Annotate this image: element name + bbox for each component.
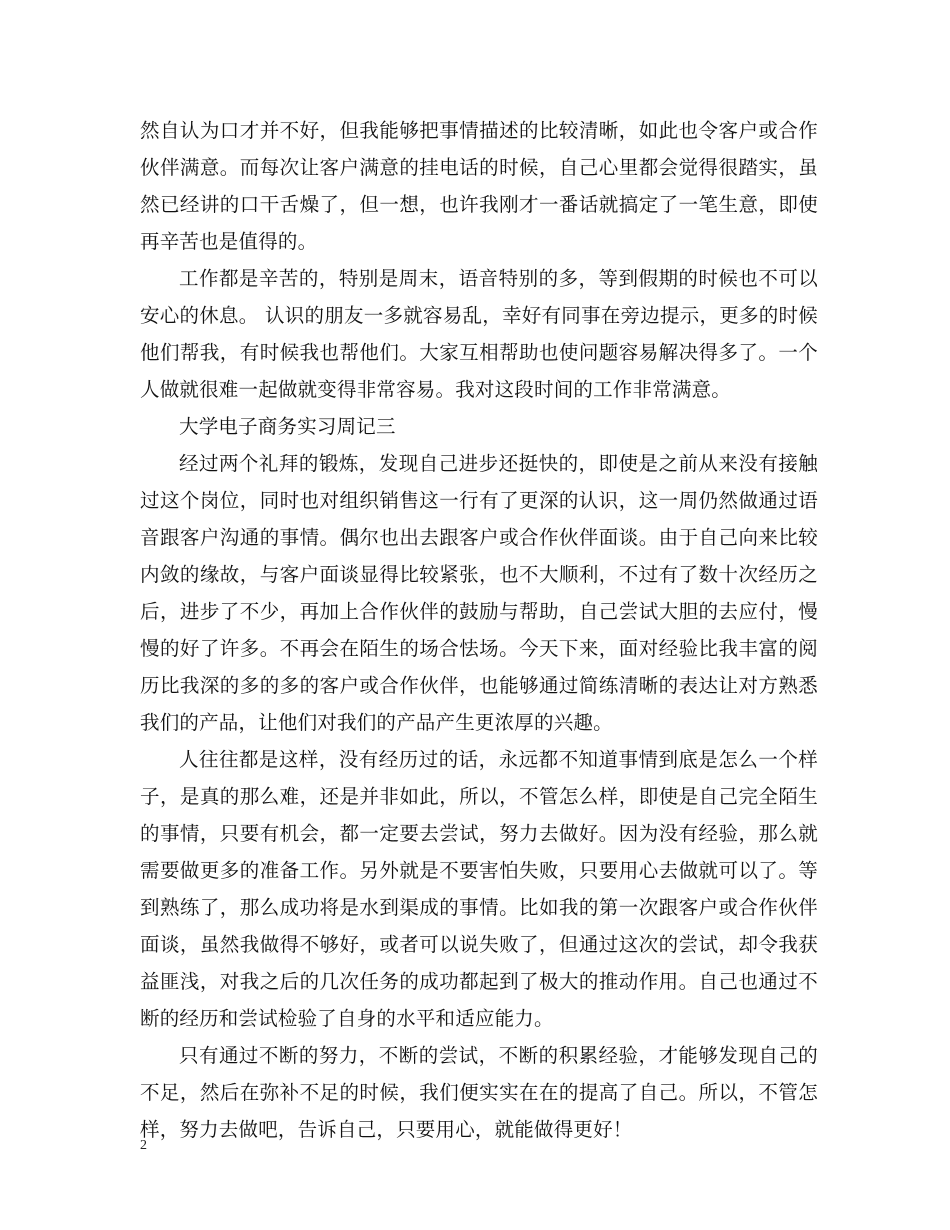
paragraph-3: 经过两个礼拜的锻炼，发现自己进步还挺快的，即使是之前从来没有接触过这个岗位，同时也对组织销售这一行有了更深的认识，这一周仍然做通过语音跟客户沟通的事情。偶尔也出去跟客户或合作伙伴面谈。由于自己向来比较内敛的缘故，与客户面谈显得比较紧张，也不大顺利，不过有了数十次经历之后，进步了不少，再加上合作伙伴的鼓励与帮助，自己尝试大胆的去应付，慢慢的好了许多。不再会在陌生的场合怯场。今天下来，面对经验比我丰富的阅历比我深的多的多的客户或合作伙伴，也能够通过简练清晰的表达让对方熟悉我们的产品，让他们对我们的产品产生更浓厚的兴趣。	[140, 452, 818, 734]
paragraph-5: 只有通过不断的努力，不断的尝试，不断的积累经验，才能够发现自己的不足，然后在弥补不足的时候，我们便实实在在的提高了自己。所以，不管怎样，努力去做吧，告诉自己，只要用心，就能做得更好！	[140, 1044, 818, 1141]
page-number: 2	[140, 1138, 147, 1153]
paragraph-4: 人往往都是这样，没有经历过的话，永远都不知道事情到底是怎么一个样子，是真的那么难，还是并非如此，所以，不管怎么样，即使是自己完全陌生的事情，只要有机会，都一定要去尝试，努力去做好。因为没有经验，那么就需要做更多的准备工作。另外就是不要害怕失败，只要用心去做就可以了。等到熟练了，那么成功将是水到渠成的事情。比如我的第一次跟客户或合作伙伴面谈，虽然我做得不够好，或者可以说失败了，但通过这次的尝试，却令我获益匪浅，对我之后的几次任务的成功都起到了极大的推动作用。自己也通过不断的经历和尝试检验了自身的水平和适应能力。	[140, 748, 818, 1030]
document-body	[140, 112, 818, 1148]
section-heading: 大学电子商务实习周记三	[179, 415, 396, 438]
paragraph-2: 工作都是辛苦的，特别是周末，语音特别的多，等到假期的时候也不可以安心的休息。 认识的朋友一多就容易乱，幸好有同事在旁边提示，更多的时候他们帮我，有时候我也帮他们。大家互相帮助也使问题容易解决得多了。一个人做就很难一起做就变得非常容易。我对这段时间的工作非常满意。	[140, 267, 818, 401]
paragraph-1: 然自认为口才并不好，但我能够把事情描述的比较清晰，如此也令客户或合作伙伴满意。而每次让客户满意的挂电话的时候，自己心里都会觉得很踏实，虽然已经讲的口干舌燥了，但一想，也许我刚才一番话就搞定了一笔生意，即使再辛苦也是值得的。	[140, 119, 818, 253]
